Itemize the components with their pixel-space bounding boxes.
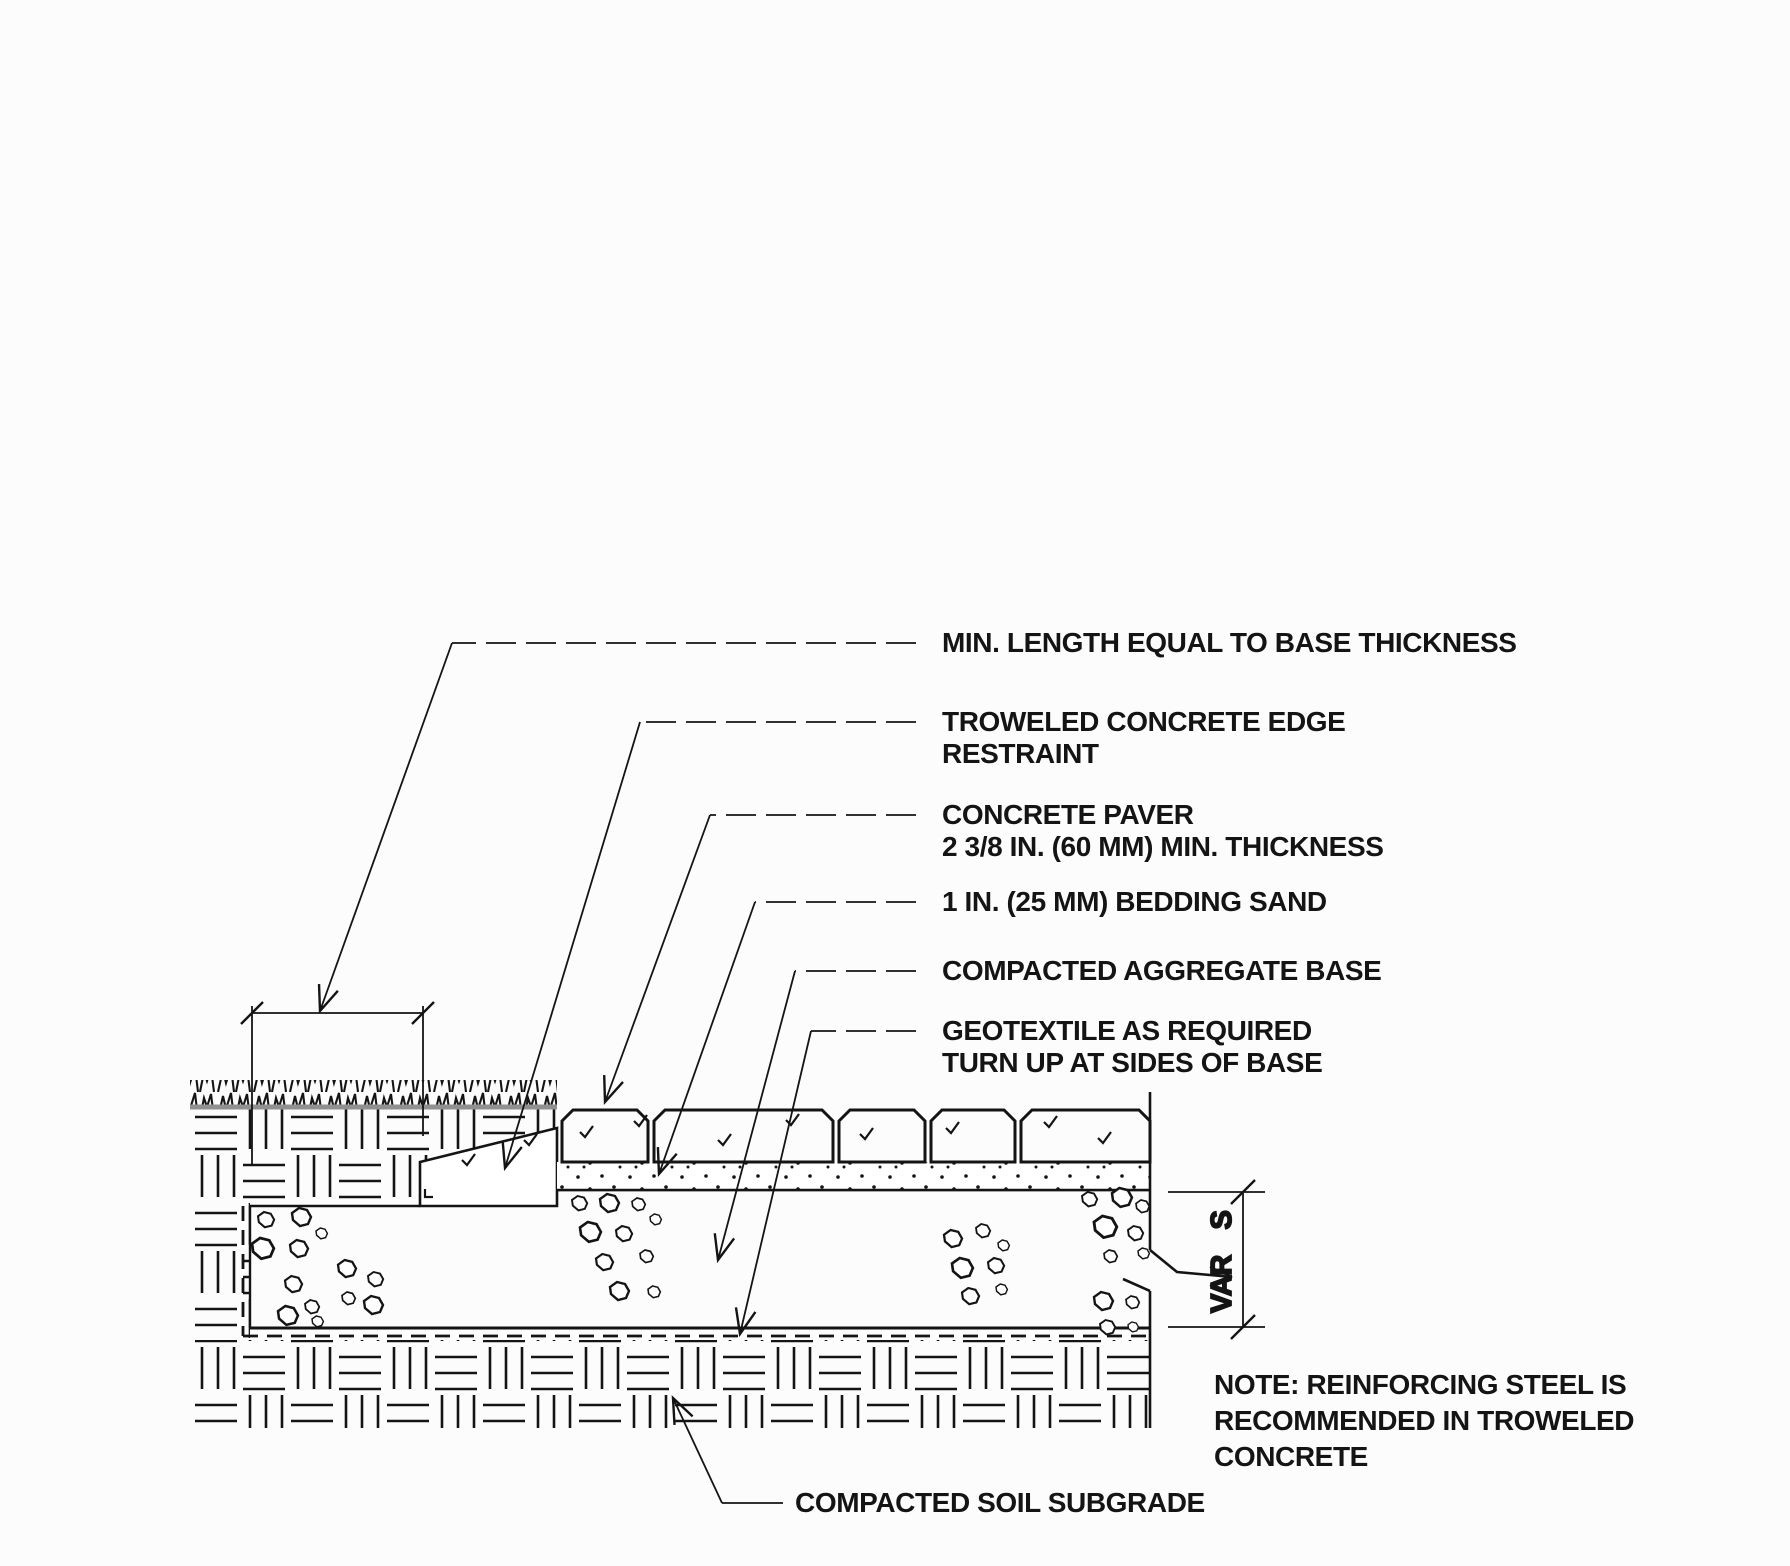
callout-line: RESTRAINT xyxy=(942,738,1099,769)
dim-label-var: VAR xyxy=(1206,1255,1238,1313)
callout-line: GEOTEXTILE AS REQUIRED xyxy=(942,1015,1312,1046)
leader-min-length xyxy=(320,643,452,1011)
base-stones xyxy=(252,1188,1149,1334)
note-line: NOTE: REINFORCING STEEL IS xyxy=(1214,1369,1627,1400)
paver xyxy=(839,1110,925,1162)
callout-line: TROWELED CONCRETE EDGE xyxy=(942,706,1346,737)
grass xyxy=(190,1080,557,1107)
callout-line: 2 3/8 IN. (60 MM) MIN. THICKNESS xyxy=(942,831,1384,862)
paver xyxy=(931,1110,1015,1162)
callout-edge-restraint xyxy=(942,706,1345,770)
paver xyxy=(1021,1110,1150,1162)
callout-concrete-paver xyxy=(942,799,1384,863)
dimension-right xyxy=(1168,1180,1265,1339)
callout-bedding-sand xyxy=(942,886,1327,918)
paver xyxy=(654,1110,833,1162)
leader-paver xyxy=(605,815,710,1102)
callout-geotextile xyxy=(942,1015,1322,1079)
note-block xyxy=(1214,1367,1634,1475)
note-line: CONCRETE xyxy=(1214,1441,1368,1472)
note-line: RECOMMENDED IN TROWELED xyxy=(1214,1405,1635,1436)
callout-line: TURN UP AT SIDES OF BASE xyxy=(942,1047,1323,1078)
callout-aggregate-base xyxy=(942,955,1381,987)
paver-ticks xyxy=(580,1114,1111,1145)
dim-label-s: S xyxy=(1206,1210,1238,1230)
callout-line: 1 IN. (25 MM) BEDDING SAND xyxy=(942,886,1327,917)
callout-line: CONCRETE PAVER xyxy=(942,799,1194,830)
aggregate-base xyxy=(250,1190,1150,1328)
callout-min-length xyxy=(942,627,1517,659)
subgrade-hatch xyxy=(190,1340,1150,1428)
leader-edge-restraint xyxy=(505,722,640,1168)
bedding-sand-layer xyxy=(557,1162,1150,1190)
callout-line: MIN. LENGTH EQUAL TO BASE THICKNESS xyxy=(942,627,1517,658)
leader-sand xyxy=(659,902,755,1174)
callout-line: COMPACTED AGGREGATE BASE xyxy=(942,955,1382,986)
paver-row xyxy=(562,1110,1150,1162)
geotextile-dashed-line xyxy=(243,1206,1147,1336)
callout-line: COMPACTED SOIL SUBGRADE xyxy=(795,1487,1205,1518)
paver xyxy=(562,1110,648,1162)
leader-base xyxy=(718,971,795,1260)
callout-soil-subgrade xyxy=(795,1487,1205,1519)
